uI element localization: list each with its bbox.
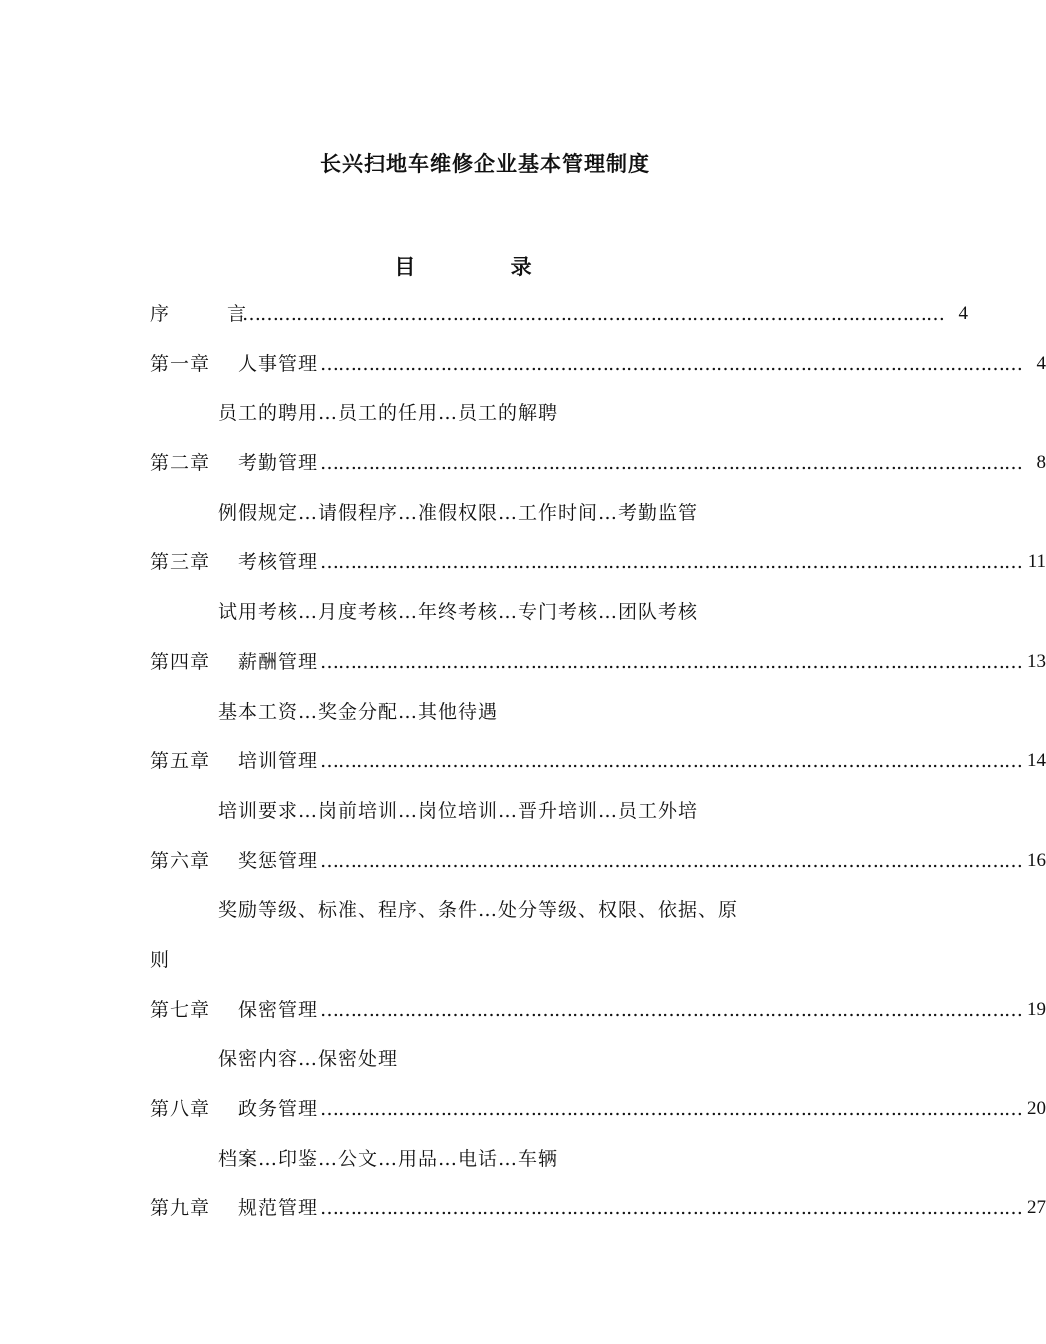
toc-heading: 目 录 <box>394 255 576 279</box>
document-title: 长兴扫地车维修企业基本管理制度 <box>320 152 650 176</box>
toc-page-number: 19 <box>1027 998 1046 1020</box>
toc-entry-chapter-7[interactable] <box>150 996 1046 1046</box>
toc-leader: ……………………………………………………………………………………………………… <box>242 303 944 325</box>
toc-chapter-name: 薪酬管理 <box>238 650 319 673</box>
toc-leader: ……………………………………………………………………………………………………… <box>320 998 1023 1021</box>
toc-entry-chapter-3[interactable] <box>150 548 1046 598</box>
toc-chapter-label: 第六章 <box>150 849 211 872</box>
toc-entry-chapter-8[interactable] <box>150 1095 1046 1145</box>
toc-chapter-label: 第八章 <box>150 1098 211 1120</box>
toc-chapter-6-topics-continued: 则 <box>150 948 170 971</box>
toc-leader: ……………………………………………………………………………………………………… <box>320 551 1023 574</box>
toc-chapter-name: 规范管理 <box>238 1197 319 1220</box>
toc-leader: ……………………………………………………………………………………………………… <box>320 452 1023 475</box>
toc-chapter-label: 第一章 <box>150 352 211 375</box>
toc-chapter-label: 第三章 <box>150 551 211 574</box>
toc-page-number: 13 <box>1027 650 1046 672</box>
table-of-contents <box>150 300 1046 1244</box>
toc-leader: ……………………………………………………………………………………………………… <box>320 849 1023 872</box>
toc-chapter-name: 政务管理 <box>238 1098 319 1120</box>
toc-entry-chapter-2[interactable] <box>150 449 1046 499</box>
toc-entry-preface[interactable] <box>150 300 968 350</box>
toc-chapter-1-topics: 员工的聘用…员工的任用…员工的解聘 <box>218 402 559 425</box>
toc-leader: ……………………………………………………………………………………………………… <box>320 650 1023 673</box>
toc-entry-chapter-6[interactable] <box>150 847 1046 897</box>
toc-chapter-name: 考勤管理 <box>238 452 319 475</box>
toc-leader: ……………………………………………………………………………………………………… <box>320 1197 1023 1220</box>
toc-page-number: 4 <box>1036 352 1046 374</box>
toc-chapter-8-topics: 档案…印鉴…公文…用品…电话…车辆 <box>218 1147 559 1170</box>
toc-leader: ……………………………………………………………………………………………………… <box>320 750 1023 773</box>
toc-chapter-name: 考核管理 <box>238 551 319 574</box>
toc-chapter-7-topics: 保密内容…保密处理 <box>218 1048 399 1071</box>
toc-chapter-label: 第五章 <box>150 750 211 773</box>
toc-entry-chapter-4[interactable] <box>150 648 1046 698</box>
toc-page-number: 8 <box>1036 452 1046 474</box>
toc-page-number: 20 <box>1027 1098 1046 1119</box>
toc-chapter-3-topics: 试用考核…月度考核…年终考核…专门考核…团队考核 <box>218 601 699 624</box>
toc-leader: ……………………………………………………………………………………………………… <box>320 1098 1023 1120</box>
toc-chapter-6-topics: 奖励等级、标准、程序、条件…处分等级、权限、依据、原 <box>218 899 739 922</box>
toc-page-number: 16 <box>1027 849 1046 871</box>
toc-chapter-5-topics: 培训要求…岗前培训…岗位培训…晋升培训…员工外培 <box>218 799 699 822</box>
toc-chapter-name: 人事管理 <box>238 352 319 375</box>
toc-chapter-name: 培训管理 <box>238 750 319 773</box>
toc-leader: ……………………………………………………………………………………………………… <box>320 352 1023 375</box>
toc-chapter-label: 第九章 <box>150 1197 211 1220</box>
toc-chapter-4-topics: 基本工资…奖金分配…其他待遇 <box>218 700 499 723</box>
toc-chapter-name: 奖惩管理 <box>238 849 319 872</box>
toc-chapter-label: 第七章 <box>150 998 211 1021</box>
toc-page-number: 11 <box>1027 551 1046 573</box>
toc-chapter-2-topics: 例假规定…请假程序…准假权限…工作时间…考勤监管 <box>218 501 699 524</box>
toc-entry-chapter-1[interactable] <box>150 350 1046 400</box>
toc-page-number: 4 <box>958 303 968 324</box>
toc-page-number: 14 <box>1027 750 1046 772</box>
toc-chapter-label: 第四章 <box>150 650 211 673</box>
toc-entry-chapter-9[interactable] <box>150 1194 1046 1244</box>
toc-page-number: 27 <box>1027 1197 1046 1219</box>
toc-entry-chapter-5[interactable] <box>150 747 1046 797</box>
toc-chapter-label: 第二章 <box>150 452 211 475</box>
toc-preface-label: 序 言 <box>150 303 273 325</box>
toc-chapter-name: 保密管理 <box>238 998 319 1021</box>
